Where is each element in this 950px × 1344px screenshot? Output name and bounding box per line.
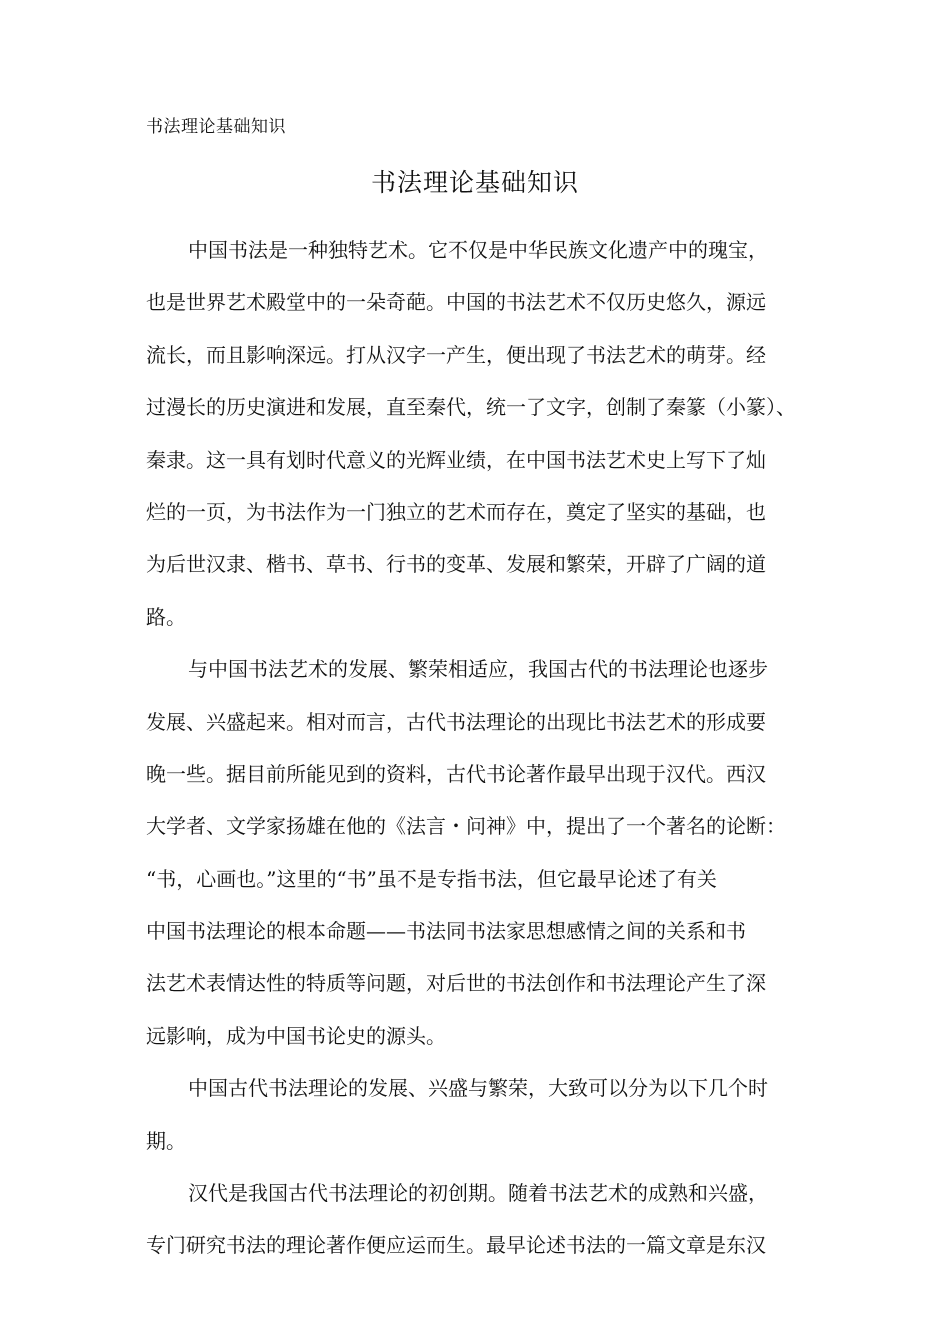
text-line: 专门研究书法的理论著作便应运而生。最早论述书法的一篇文章是东汉 <box>146 1233 766 1258</box>
text-line: 晚一些。据目前所能见到的资料，古代书论著作最早出现于汉代。西汉 <box>146 761 766 786</box>
text-line: 路。 <box>146 604 186 629</box>
text-line: 期。 <box>146 1128 186 1153</box>
text-line: 中国古代书法理论的发展、兴盛与繁荣，大致可以分为以下几个时 <box>188 1076 768 1101</box>
text-line: 法艺术表情达性的特质等问题，对后世的书法创作和书法理论产生了深 <box>146 971 766 996</box>
text-line: 中国书法是一种独特艺术。它不仅是中华民族文化遗产中的瑰宝， <box>188 238 768 262</box>
text-line: 秦隶。这一具有划时代意义的光辉业绩，在中国书法艺术史上写下了灿 <box>146 447 766 472</box>
text-line: 发展、兴盛起来。相对而言，古代书法理论的出现比书法艺术的形成要 <box>146 709 766 734</box>
text-line: 与中国书法艺术的发展、繁荣相适应，我国古代的书法理论也逐步 <box>188 657 768 682</box>
document-body <box>146 232 806 1280</box>
text-line: 烂的一页，为书法作为一门独立的艺术而存在，奠定了坚实的基础，也 <box>146 499 766 524</box>
text-line: “书，心画也。”这里的“书”虽不是专指书法，但它最早论述了有关 <box>146 866 717 891</box>
document-title: 书法理论基础知识 <box>370 168 579 197</box>
text-line: 也是世界艺术殿堂中的一朵奇葩。中国的书法艺术不仅历史悠久，源远 <box>146 290 766 315</box>
text-line: 大学者、文学家扬雄在他的《法言・问神》中，提出了一个著名的论断： <box>146 814 786 839</box>
text-line: 远影响，成为中国书论史的源头。 <box>146 1023 446 1048</box>
text-line: 流长，而且影响深远。打从汉字一产生，便出现了书法艺术的萌芽。经 <box>146 342 766 367</box>
text-line: 汉代是我国古代书法理论的初创期。随着书法艺术的成熟和兴盛， <box>188 1181 768 1206</box>
text-line: 为后世汉隶、楷书、草书、行书的变革、发展和繁荣，开辟了广阔的道 <box>146 552 766 577</box>
text-line: 过漫长的历史演进和发展，直至秦代，统一了文字，创制了秦篆（小篆）、 <box>146 395 796 420</box>
running-header: 书法理论基础知识 <box>146 117 286 137</box>
text-line: 中国书法理论的根本命题——书法同书法家思想感情之间的关系和书 <box>146 919 746 944</box>
